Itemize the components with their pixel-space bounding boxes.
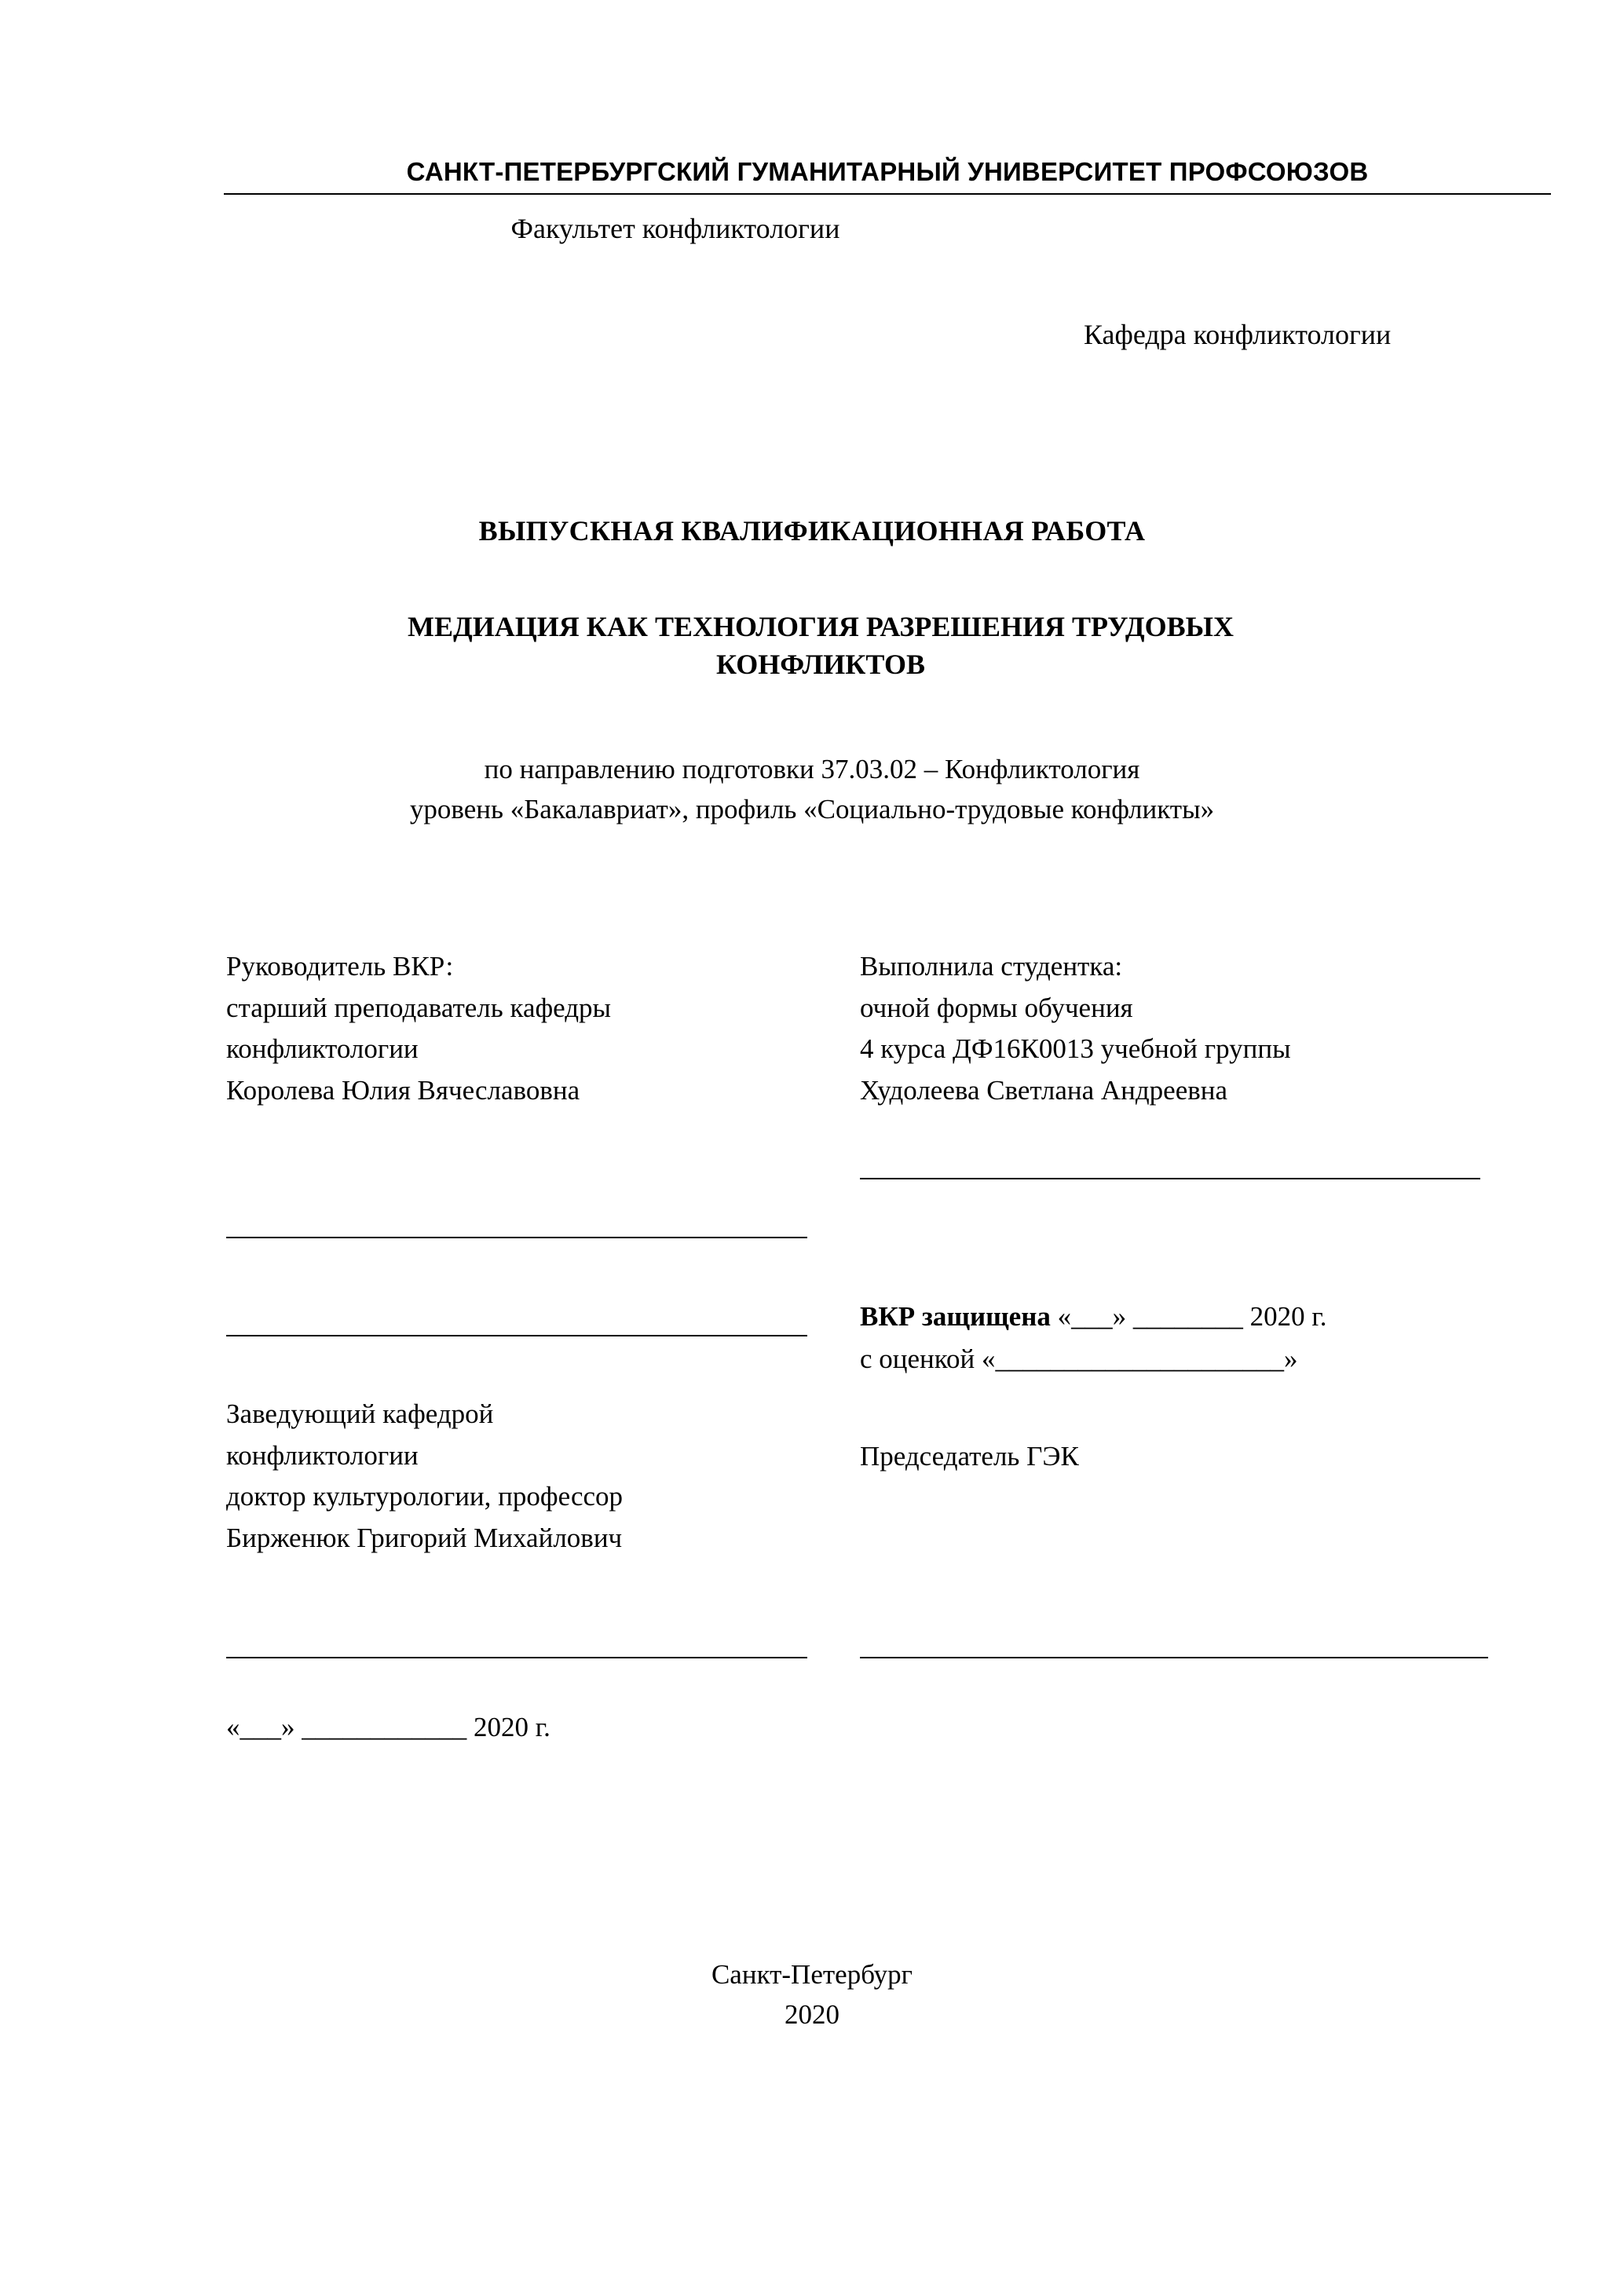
defense-label: ВКР защищена	[860, 1301, 1051, 1332]
head-of-department-block	[226, 1394, 854, 1559]
student-form-of-study: очной формы обучения	[860, 992, 1133, 1023]
student-name: Худолеева Светлана Андреевна	[860, 1074, 1228, 1106]
date-blank-left: «___» ____________ 2020 г.	[226, 1712, 550, 1742]
footer-block	[0, 1955, 1624, 2035]
defense-grade-line: с оценкой «_____________________»	[860, 1344, 1298, 1375]
defense-block	[860, 1296, 1535, 1381]
student-role-label: Выполнила студентка:	[860, 951, 1123, 982]
direction-line-1: по направлению подготовки 37.03.02 – Конфликтология	[484, 754, 1140, 784]
chairman-signature-line	[860, 1657, 1488, 1658]
student-block	[860, 946, 1512, 1111]
direction-line-2: уровень «Бакалавриат», профиль «Социально-трудовые конфликты»	[409, 793, 1215, 824]
faculty-name: Факультет конфликтологии	[510, 213, 840, 244]
head-role-line-2: конфликтологии	[226, 1439, 419, 1471]
work-title	[259, 609, 1382, 684]
student-group: 4 курса ДФ16К0013 учебной группы	[860, 1033, 1291, 1064]
chairman-label: Председатель ГЭК	[860, 1441, 1079, 1472]
supervisor-signature-line	[226, 1237, 807, 1238]
supervisor-position-line-1: старший преподаватель кафедры	[226, 992, 612, 1023]
supervisor-name: Королева Юлия Вячеславовна	[226, 1074, 580, 1106]
work-title-line-1: МЕДИАЦИЯ КАК ТЕХНОЛОГИЯ РАЗРЕШЕНИЯ ТРУДОВЫХ	[408, 611, 1234, 642]
student-signature-line	[860, 1178, 1480, 1179]
university-header	[228, 157, 1547, 245]
university-name: САНКТ-ПЕТЕРБУРГСКИЙ ГУМАНИТАРНЫЙ УНИВЕРСИТЕТ ПРОФСОЮЗОВ	[406, 157, 1369, 186]
defense-date-blank: «___» ________ 2020 г.	[1057, 1301, 1327, 1332]
supervisor-block	[226, 946, 823, 1111]
head-name: Бирженюк Григорий Михайлович	[226, 1522, 623, 1553]
footer-year: 2020	[785, 1998, 839, 2030]
supervisor-role-label: Руководитель ВКР:	[226, 951, 454, 982]
supervisor-second-line	[226, 1335, 807, 1336]
supervisor-position-line-2: конфликтологии	[226, 1033, 419, 1064]
head-role-line-1: Заведующий кафедрой	[226, 1398, 494, 1429]
work-type-heading: ВЫПУСКНАЯ КВАЛИФИКАЦИОННАЯ РАБОТА	[478, 515, 1146, 547]
defense-date-row	[860, 1296, 1535, 1338]
head-degree: доктор культурологии, профессор	[226, 1481, 624, 1512]
header-divider	[224, 193, 1551, 195]
work-title-line-2: КОНФЛИКТОВ	[716, 648, 925, 680]
footer-city: Санкт-Петербург	[711, 1959, 913, 1990]
department-name: Кафедра конфликтологии	[1084, 319, 1392, 350]
direction-block	[0, 750, 1624, 830]
head-signature-line	[226, 1657, 807, 1658]
